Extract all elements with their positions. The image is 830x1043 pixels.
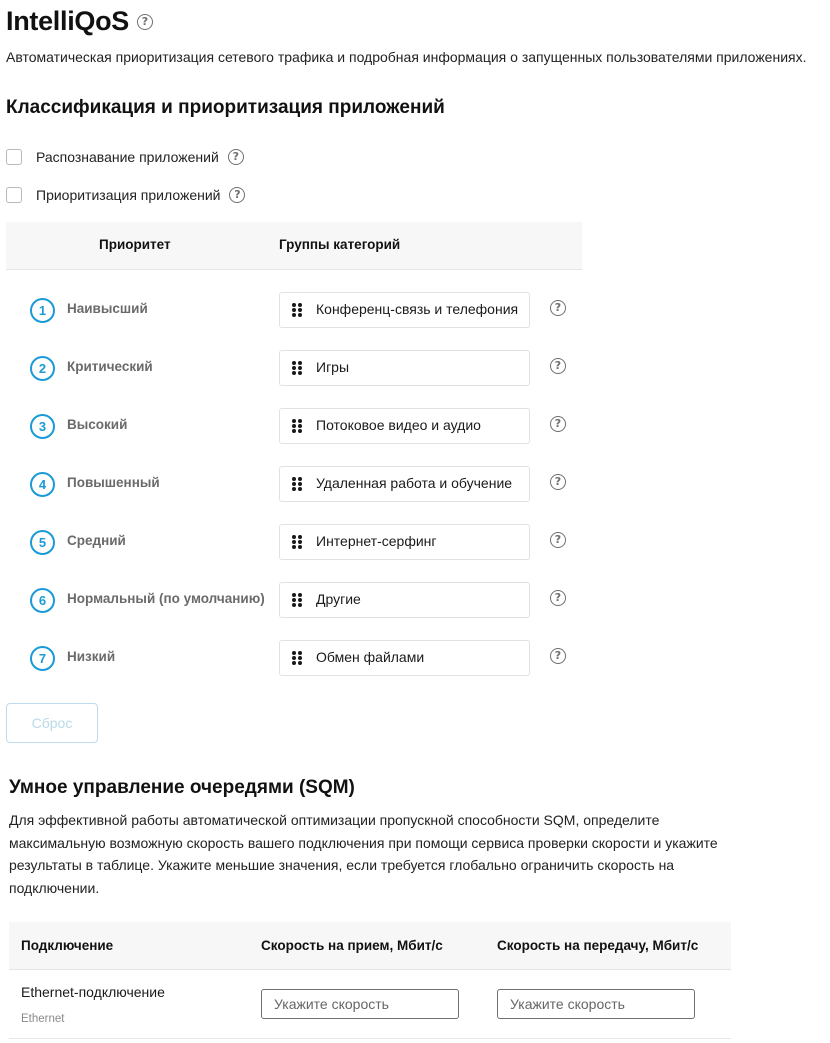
help-icon[interactable]: ?	[550, 474, 566, 490]
drag-handle-icon[interactable]	[292, 651, 304, 665]
help-icon[interactable]: ?	[550, 648, 566, 664]
connection-type: Ethernet	[21, 1013, 65, 1025]
help-icon[interactable]: ?	[228, 149, 244, 165]
priority-row	[0, 350, 590, 386]
category-group-item[interactable]	[279, 350, 530, 386]
category-group-label: Конференц-связь и телефония	[316, 301, 519, 317]
category-group-label: Обмен файлами	[316, 649, 425, 665]
category-group-item[interactable]	[279, 292, 530, 328]
priority-label: Повышенный	[67, 475, 160, 490]
drag-handle-icon[interactable]	[292, 361, 304, 375]
table-divider	[9, 1038, 731, 1039]
column-header-priority: Приоритет	[99, 237, 171, 252]
column-header-connection: Подключение	[21, 938, 114, 953]
section-heading-sqm: Умное управление очередями (SQM)	[9, 777, 355, 798]
app-recognition-option[interactable]	[6, 149, 244, 165]
help-icon[interactable]: ?	[229, 187, 245, 203]
app-recognition-checkbox[interactable]	[6, 149, 22, 165]
help-icon[interactable]: ?	[550, 300, 566, 316]
column-header-groups: Группы категорий	[279, 237, 401, 252]
priority-row	[0, 524, 590, 560]
category-group-item[interactable]	[279, 582, 530, 618]
page-title: IntelliQoS	[6, 6, 130, 36]
drag-handle-icon[interactable]	[292, 535, 304, 549]
reset-button[interactable]: Сброс	[6, 703, 98, 743]
category-group-item[interactable]	[279, 640, 530, 676]
category-group-label: Игры	[316, 359, 350, 375]
priority-number-badge: 5	[30, 530, 55, 555]
download-speed-input[interactable]	[261, 989, 459, 1019]
priority-row	[0, 408, 590, 444]
priority-label: Низкий	[67, 649, 116, 664]
page-description: Автоматическая приоритизация сетевого трафика и подробная информация о запущенных пользователями приложениях.	[6, 49, 807, 65]
drag-handle-icon[interactable]	[292, 593, 304, 607]
help-icon[interactable]: ?	[550, 358, 566, 374]
priority-number-badge: 2	[30, 356, 55, 381]
priority-table-header	[6, 222, 582, 270]
category-group-label: Другие	[316, 591, 361, 607]
section-heading-classification: Классификация и приоритизация приложений	[6, 97, 445, 118]
priority-label: Нормальный (по умолчанию)	[67, 591, 265, 606]
priority-row	[0, 582, 590, 618]
help-icon[interactable]: ?	[550, 532, 566, 548]
drag-handle-icon[interactable]	[292, 303, 304, 317]
category-group-item[interactable]	[279, 466, 530, 502]
upload-speed-input[interactable]	[497, 989, 695, 1019]
category-group-item[interactable]	[279, 524, 530, 560]
priority-row	[0, 466, 590, 502]
help-icon[interactable]: ?	[550, 590, 566, 606]
app-recognition-label: Распознавание приложений	[36, 149, 219, 165]
drag-handle-icon[interactable]	[292, 477, 304, 491]
app-prioritization-option[interactable]	[6, 187, 245, 203]
sqm-table-header	[9, 922, 731, 970]
priority-number-badge: 1	[30, 298, 55, 323]
sqm-description: Для эффективной работы автоматической оптимизации пропускной способности SQM, определите максимальную возможную скорость вашего подключения при помощи сервиса проверки скорости и укажите результаты в таблице. Укажите меньшие значения, если требуется глобально ограничить скорость на подключении.	[9, 812, 718, 896]
priority-number-badge: 3	[30, 414, 55, 439]
column-header-download: Скорость на прием, Мбит/с	[261, 938, 443, 953]
connection-name: Ethernet-подключение	[21, 984, 165, 1000]
drag-handle-icon[interactable]	[292, 419, 304, 433]
priority-number-badge: 4	[30, 472, 55, 497]
priority-label: Средний	[67, 533, 126, 548]
priority-label: Наивысший	[67, 301, 148, 316]
app-prioritization-label: Приоритизация приложений	[36, 187, 221, 203]
category-group-item[interactable]	[279, 408, 530, 444]
priority-label: Высокий	[67, 417, 128, 432]
category-group-label: Интернет-серфинг	[316, 533, 437, 549]
help-icon[interactable]: ?	[137, 14, 153, 30]
help-icon[interactable]: ?	[550, 416, 566, 432]
priority-number-badge: 7	[30, 646, 55, 671]
priority-number-badge: 6	[30, 588, 55, 613]
app-prioritization-checkbox[interactable]	[6, 187, 22, 203]
priority-row	[0, 640, 590, 676]
category-group-label: Потоковое видео и аудио	[316, 417, 481, 433]
priority-row	[0, 292, 590, 328]
category-group-label: Удаленная работа и обучение	[316, 475, 513, 491]
priority-label: Критический	[67, 359, 153, 374]
column-header-upload: Скорость на передачу, Мбит/с	[497, 938, 699, 953]
